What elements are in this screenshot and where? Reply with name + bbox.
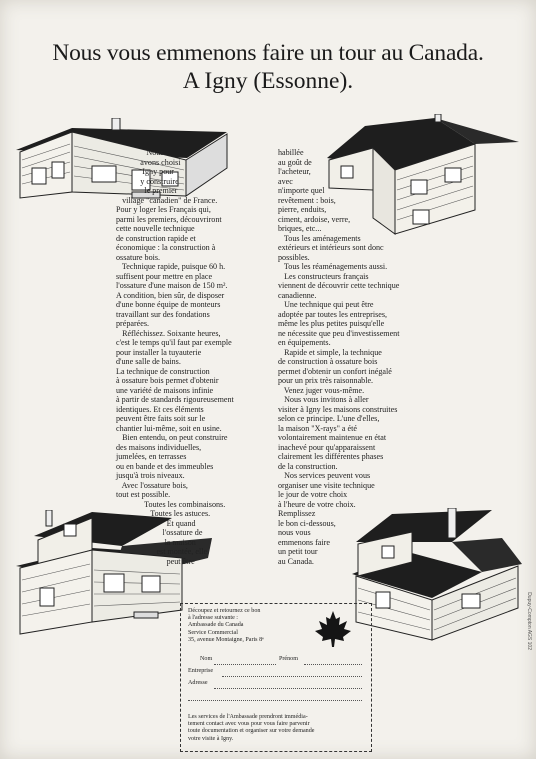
coupon-nom-input[interactable] <box>214 664 276 665</box>
coupon-adresse-input[interactable] <box>214 688 362 689</box>
coupon-label-nom: Nom <box>200 656 213 662</box>
maple-leaf-icon <box>313 609 353 649</box>
coupon-adresse-input-line2[interactable] <box>188 700 362 701</box>
coupon-entreprise-input[interactable] <box>222 676 362 677</box>
subheadline: A Igny (Essonne). <box>182 68 354 94</box>
coupon-label-entreprise: Entreprise <box>188 668 214 674</box>
side-credit: Dupuy-Compton AGS 102 <box>526 592 532 650</box>
body-text-right-column: habillée au goût de l'acheteur, avec n'importe quel revêtement : bois, pierre, enduits, ciment, ardoise, verre, briques, etc... Tous les aménagements extérieurs et intérieurs sont donc possibles. Tous les réaménagements aussi. Les constructeurs français viennent de découvrir cette technique canadienne. Une technique qui peut être adoptée par toutes les entreprises, même les plus petites puisqu'elle ne nécessite que peu d'investissement en équipements. Rapide et simple, la technique de construction à ossature bois permet d'obtenir un confort inégalé pour un prix très raisonnable. Venez juger vous-même. Nous vous invitons à aller visiter à Igny les maisons construites selon ce principe. L'une d'elles, la maison "X-rays" a été volontairement maintenue en état inachevé pour qu'apparaissent clairement les différentes phases de la construction. Nos services peuvent vous organiser une visite technique le jour de votre choix à l'heure de votre choix. Remplissez le bon ci-dessous, nous vous emmenons faire un petit tour au Canada. <box>278 148 400 566</box>
coupon-label-prenom: Prénom <box>279 656 298 662</box>
headline: Nous vous emmenons faire un tour au Canada. <box>52 40 484 66</box>
body-text-left-column: Nous avons choisi Igny pour y construire le premier village "canadien" de France. Pour y loger les Français qui, parmi les premiers, découvriront cette nouvelle technique de construction rapide et économique : la construction à ossature bois. Technique rapide, puisque 60 h. suffisent pour mettre en place l'ossature d'une maison de 150 m². A condition, bien sûr, de disposer d'une bonne équipe de monteurs travaillant sur des fondations préparées. Réfléchissez. Soixante heures, c'est le temps qu'il faut par exemple pour installer la tuyauterie d'une salle de bains. La technique de construction à ossature bois permet d'obtenir une variété de maisons infinie à partir de standards rigoureusement identiques. Et ces éléments peuvent être faits soit sur le chantier lui-même, soit en usine. Bien entendu, on peut construire des maisons individuelles, jumelées, en terrasses ou en bande et des immeubles jusqu'à trois niveaux. Avec l'ossature bois, tout est possible. Toutes les combinaisons. Toutes les astuces. Et quand l'ossature de la maison est montée, elle peut être <box>116 148 234 566</box>
coupon-prenom-input[interactable] <box>304 664 362 665</box>
coupon-intro: Découpez et retournez ce bon à l'adresse suivante : Ambassade du Canada Service Commercial 35, avenue Montaigne, Paris 8ᵉ <box>188 608 264 643</box>
coupon-label-adresse: Adresse <box>188 680 208 686</box>
coupon-footer: Les services de l'Ambassade prendront immédia- tement contact avec vous pour vous faire parvenir toute documentation et organiser sur votre demande votre visite à Igny. <box>188 714 315 742</box>
